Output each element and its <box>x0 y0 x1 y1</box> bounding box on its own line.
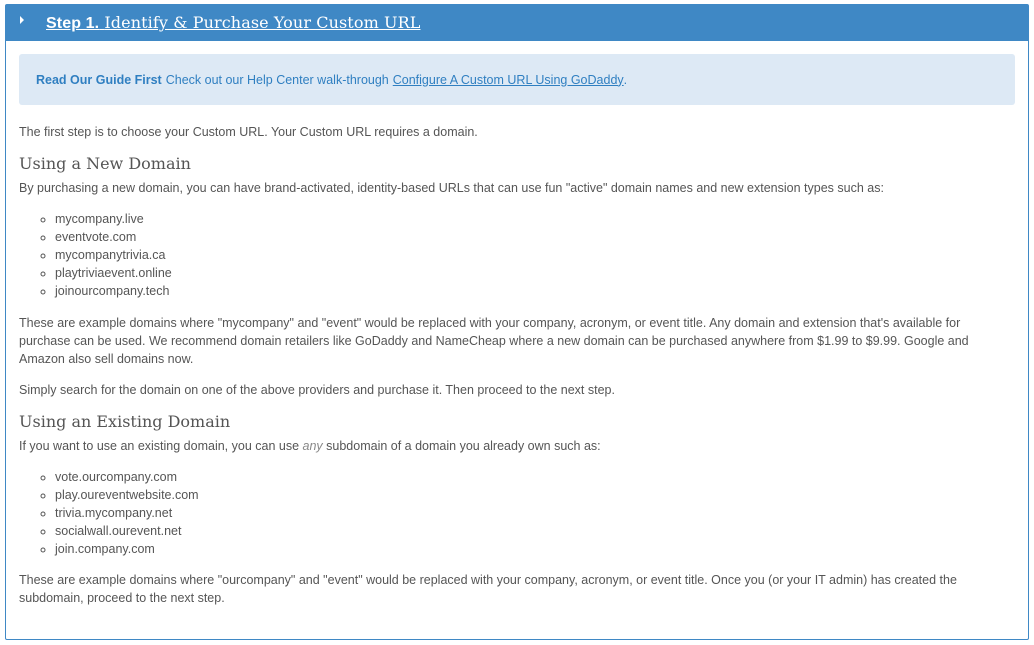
list-item: ◦ vote.ourcompany.com <box>55 468 1015 486</box>
list-item: ◦ joinourcompany.tech <box>55 282 1015 300</box>
step-header[interactable] <box>6 5 1028 41</box>
existing-domain-description <box>19 437 1015 455</box>
list-item: ◦ eventvote.com <box>55 228 1015 246</box>
step-title[interactable] <box>46 13 420 33</box>
existing-domain-note: These are example domains where "ourcompany" and "event" would be replaced with your company, acronym, or event title. Once you (or your IT admin) has created the subdomain, proceed to the next step. <box>19 573 957 605</box>
new-domain-list <box>19 210 1015 300</box>
list-item: ◦ trivia.mycompany.net <box>55 504 1015 522</box>
step-panel <box>5 4 1029 640</box>
new-domain-description: By purchasing a new domain, you can have brand-activated, identity-based URLs that can use fun "active" domain names and new extension types such as: <box>19 181 884 195</box>
list-item: ◦ playtriviaevent.online <box>55 264 1015 282</box>
new-domain-instruction: Simply search for the domain on one of the above providers and purchase it. Then proceed to the next step. <box>19 383 615 397</box>
desc-after: subdomain of a domain you already own such as: <box>326 439 601 453</box>
desc-emphasis: any <box>302 439 323 453</box>
step-content <box>6 54 1028 607</box>
list-item: ◦ mycompany.live <box>55 210 1015 228</box>
caret-right-icon[interactable] <box>20 16 24 24</box>
list-item: ◦ socialwall.ourevent.net <box>55 522 1015 540</box>
existing-domain-list <box>19 468 1015 558</box>
alert-text: Check out our Help Center walk-through <box>165 72 389 87</box>
alert-suffix: . <box>623 72 628 87</box>
intro-text: The first step is to choose your Custom URL. Your Custom URL requires a domain. <box>19 125 478 139</box>
step-label: Step 1. <box>46 15 100 32</box>
existing-domain-heading: Using an Existing Domain <box>19 412 231 431</box>
alert-bold: Read Our Guide First <box>36 72 162 87</box>
desc-before: If you want to use an existing domain, you can use <box>19 439 300 453</box>
list-item: ◦ mycompanytrivia.ca <box>55 246 1015 264</box>
new-domain-note: These are example domains where "mycompany" and "event" would be replaced with your company, acronym, or event title. Any domain and extension that's available for purchase can be used. We recommend domain retailers like GoDaddy and NameCheap where a new domain can be purchased anywhere from $1.99 to $9.99. Google and Amazon also sell domains now. <box>19 316 969 366</box>
list-item: ◦ join.company.com <box>55 540 1015 558</box>
guide-alert <box>19 54 1015 105</box>
list-item: ◦ play.oureventwebsite.com <box>55 486 1015 504</box>
guide-link[interactable]: Configure A Custom URL Using GoDaddy <box>392 72 624 87</box>
step-title-text: Identify & Purchase Your Custom URL <box>104 13 421 32</box>
new-domain-heading: Using a New Domain <box>19 154 191 173</box>
